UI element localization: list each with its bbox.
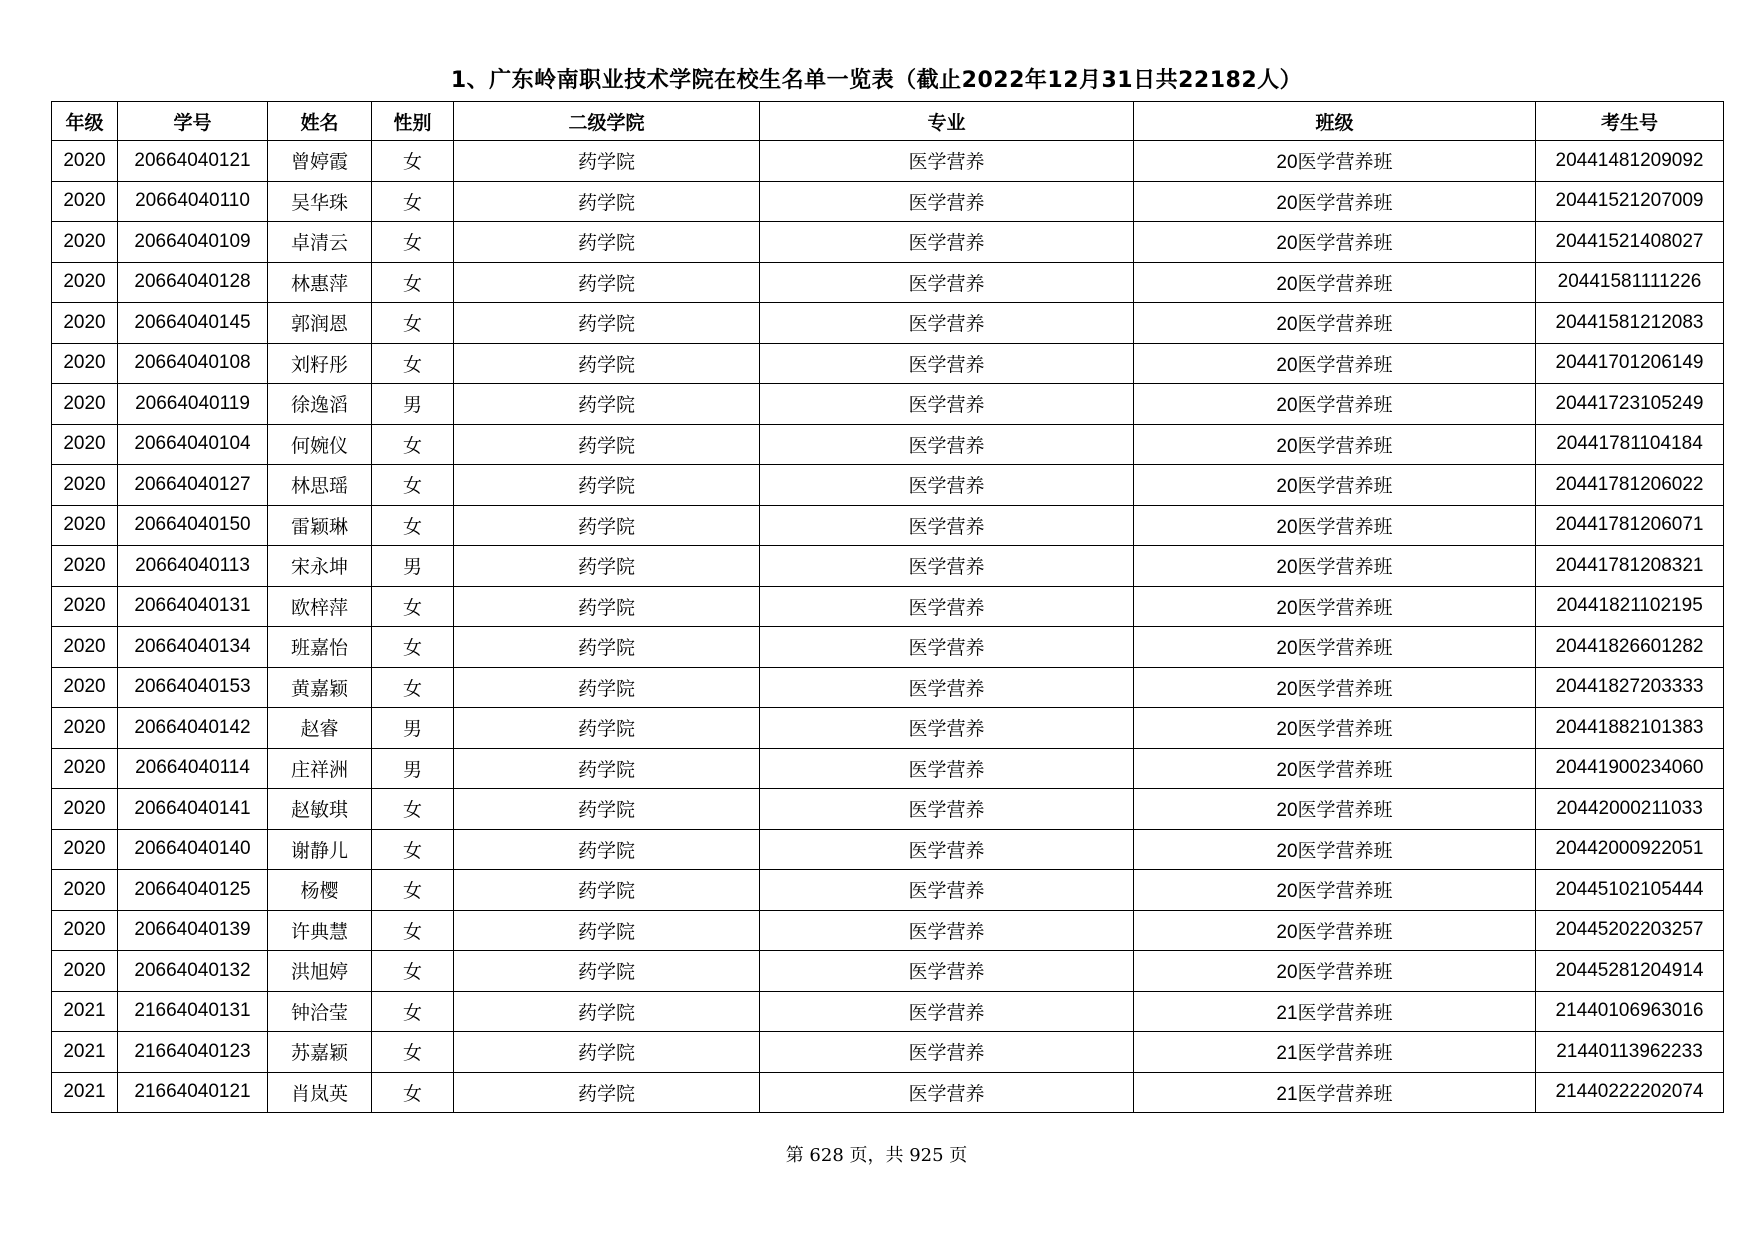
- cell-grade: 2020: [52, 141, 118, 182]
- cell-exam-number: 20441521207009: [1536, 181, 1724, 222]
- cell-exam-number: 20441826601282: [1536, 627, 1724, 668]
- cell-gender: 女: [372, 1032, 454, 1073]
- cell-grade: 2020: [52, 424, 118, 465]
- cell-major: 医学营养: [760, 1072, 1134, 1113]
- cell-exam-number: 20441723105249: [1536, 384, 1724, 425]
- cell-class: 20医学营养班: [1134, 505, 1536, 546]
- cell-name: 黄嘉颖: [268, 667, 372, 708]
- table-row: [52, 262, 1724, 303]
- cell-name: 雷颖琳: [268, 505, 372, 546]
- cell-college: 药学院: [454, 141, 760, 182]
- cell-class: 20医学营养班: [1134, 303, 1536, 344]
- cell-student-id: 20664040128: [118, 262, 268, 303]
- cell-name: 谢静儿: [268, 829, 372, 870]
- cell-class: 20医学营养班: [1134, 465, 1536, 506]
- cell-major: 医学营养: [760, 627, 1134, 668]
- cell-grade: 2020: [52, 748, 118, 789]
- cell-grade: 2020: [52, 546, 118, 587]
- cell-name: 郭润恩: [268, 303, 372, 344]
- cell-college: 药学院: [454, 667, 760, 708]
- table-row: [52, 424, 1724, 465]
- cell-major: 医学营养: [760, 748, 1134, 789]
- table-body: [52, 141, 1724, 1113]
- table-row: [52, 708, 1724, 749]
- cell-name: 何婉仪: [268, 424, 372, 465]
- cell-college: 药学院: [454, 262, 760, 303]
- cell-exam-number: 21440106963016: [1536, 991, 1724, 1032]
- page-title: 1、广东岭南职业技术学院在校生名单一览表（截止2022年12月31日共22182人）: [450, 68, 1303, 93]
- cell-student-id: 20664040142: [118, 708, 268, 749]
- cell-gender: 女: [372, 343, 454, 384]
- cell-exam-number: 20445281204914: [1536, 951, 1724, 992]
- cell-student-id: 20664040113: [118, 546, 268, 587]
- cell-class: 20医学营养班: [1134, 141, 1536, 182]
- table-row: [52, 829, 1724, 870]
- cell-exam-number: 20442000211033: [1536, 789, 1724, 830]
- table-row: [52, 748, 1724, 789]
- cell-student-id: 20664040110: [118, 181, 268, 222]
- cell-grade: 2020: [52, 627, 118, 668]
- cell-name: 林思瑶: [268, 465, 372, 506]
- cell-major: 医学营养: [760, 951, 1134, 992]
- cell-name: 曾婷霞: [268, 141, 372, 182]
- cell-major: 医学营养: [760, 546, 1134, 587]
- column-header-grade: 年级: [52, 102, 118, 141]
- cell-student-id: 20664040119: [118, 384, 268, 425]
- cell-student-id: 20664040139: [118, 910, 268, 951]
- cell-college: 药学院: [454, 910, 760, 951]
- cell-gender: 女: [372, 829, 454, 870]
- cell-exam-number: 20445102105444: [1536, 870, 1724, 911]
- cell-college: 药学院: [454, 303, 760, 344]
- cell-exam-number: 20441481209092: [1536, 141, 1724, 182]
- cell-student-id: 20664040140: [118, 829, 268, 870]
- cell-college: 药学院: [454, 789, 760, 830]
- cell-college: 药学院: [454, 586, 760, 627]
- cell-grade: 2020: [52, 667, 118, 708]
- cell-student-id: 20664040121: [118, 141, 268, 182]
- table-row: [52, 951, 1724, 992]
- cell-gender: 女: [372, 181, 454, 222]
- cell-grade: 2020: [52, 181, 118, 222]
- cell-class: 20医学营养班: [1134, 829, 1536, 870]
- cell-name: 赵敏琪: [268, 789, 372, 830]
- cell-major: 医学营养: [760, 1032, 1134, 1073]
- cell-class: 21医学营养班: [1134, 1032, 1536, 1073]
- cell-exam-number: 20441900234060: [1536, 748, 1724, 789]
- cell-student-id: 20664040109: [118, 222, 268, 263]
- cell-college: 药学院: [454, 181, 760, 222]
- cell-exam-number: 20441521408027: [1536, 222, 1724, 263]
- cell-exam-number: 20441827203333: [1536, 667, 1724, 708]
- cell-gender: 男: [372, 384, 454, 425]
- cell-name: 许典慧: [268, 910, 372, 951]
- cell-exam-number: 20441581111226: [1536, 262, 1724, 303]
- cell-exam-number: 20441701206149: [1536, 343, 1724, 384]
- cell-class: 20医学营养班: [1134, 667, 1536, 708]
- cell-student-id: 20664040153: [118, 667, 268, 708]
- cell-college: 药学院: [454, 870, 760, 911]
- cell-college: 药学院: [454, 951, 760, 992]
- cell-major: 医学营养: [760, 384, 1134, 425]
- cell-major: 医学营养: [760, 708, 1134, 749]
- cell-name: 林惠萍: [268, 262, 372, 303]
- cell-college: 药学院: [454, 627, 760, 668]
- cell-gender: 女: [372, 789, 454, 830]
- cell-major: 医学营养: [760, 991, 1134, 1032]
- cell-student-id: 20664040127: [118, 465, 268, 506]
- cell-college: 药学院: [454, 384, 760, 425]
- cell-class: 20医学营养班: [1134, 627, 1536, 668]
- cell-name: 庄祥洲: [268, 748, 372, 789]
- column-header-major: 专业: [760, 102, 1134, 141]
- cell-class: 20医学营养班: [1134, 708, 1536, 749]
- table-row: [52, 870, 1724, 911]
- cell-exam-number: 20445202203257: [1536, 910, 1724, 951]
- cell-college: 药学院: [454, 991, 760, 1032]
- cell-grade: 2021: [52, 1032, 118, 1073]
- cell-name: 肖岚英: [268, 1072, 372, 1113]
- cell-name: 赵睿: [268, 708, 372, 749]
- cell-class: 21医学营养班: [1134, 1072, 1536, 1113]
- cell-major: 医学营养: [760, 870, 1134, 911]
- table-row: [52, 343, 1724, 384]
- cell-gender: 女: [372, 667, 454, 708]
- table-row: [52, 910, 1724, 951]
- cell-gender: 女: [372, 586, 454, 627]
- cell-gender: 女: [372, 505, 454, 546]
- cell-class: 21医学营养班: [1134, 991, 1536, 1032]
- table-row: [52, 384, 1724, 425]
- cell-student-id: 20664040134: [118, 627, 268, 668]
- cell-gender: 女: [372, 141, 454, 182]
- cell-name: 宋永坤: [268, 546, 372, 587]
- cell-student-id: 20664040150: [118, 505, 268, 546]
- cell-major: 医学营养: [760, 789, 1134, 830]
- cell-student-id: 21664040131: [118, 991, 268, 1032]
- cell-exam-number: 20441781104184: [1536, 424, 1724, 465]
- cell-grade: 2020: [52, 303, 118, 344]
- cell-class: 20医学营养班: [1134, 910, 1536, 951]
- cell-name: 徐逸滔: [268, 384, 372, 425]
- cell-exam-number: 20441882101383: [1536, 708, 1724, 749]
- cell-grade: 2020: [52, 910, 118, 951]
- table-row: [52, 667, 1724, 708]
- cell-grade: 2020: [52, 222, 118, 263]
- table-row: [52, 141, 1724, 182]
- cell-exam-number: 20441781206022: [1536, 465, 1724, 506]
- cell-name: 钟洽莹: [268, 991, 372, 1032]
- cell-name: 杨樱: [268, 870, 372, 911]
- cell-exam-number: 20441781206071: [1536, 505, 1724, 546]
- table-row: [52, 586, 1724, 627]
- table-row: [52, 789, 1724, 830]
- cell-grade: 2020: [52, 951, 118, 992]
- cell-name: 卓清云: [268, 222, 372, 263]
- cell-gender: 男: [372, 546, 454, 587]
- cell-class: 20医学营养班: [1134, 870, 1536, 911]
- cell-name: 吴华珠: [268, 181, 372, 222]
- cell-class: 20医学营养班: [1134, 384, 1536, 425]
- cell-class: 20医学营养班: [1134, 789, 1536, 830]
- cell-class: 20医学营养班: [1134, 546, 1536, 587]
- cell-major: 医学营养: [760, 343, 1134, 384]
- cell-exam-number: 20441821102195: [1536, 586, 1724, 627]
- cell-exam-number: 20442000922051: [1536, 829, 1724, 870]
- cell-name: 刘籽彤: [268, 343, 372, 384]
- cell-grade: 2021: [52, 1072, 118, 1113]
- cell-college: 药学院: [454, 222, 760, 263]
- cell-grade: 2020: [52, 465, 118, 506]
- cell-gender: 女: [372, 424, 454, 465]
- cell-gender: 女: [372, 627, 454, 668]
- cell-major: 医学营养: [760, 586, 1134, 627]
- cell-grade: 2020: [52, 505, 118, 546]
- cell-major: 医学营养: [760, 303, 1134, 344]
- cell-class: 20医学营养班: [1134, 586, 1536, 627]
- cell-gender: 女: [372, 303, 454, 344]
- cell-student-id: 20664040132: [118, 951, 268, 992]
- cell-student-id: 20664040141: [118, 789, 268, 830]
- cell-class: 20医学营养班: [1134, 748, 1536, 789]
- table-row: [52, 991, 1724, 1032]
- cell-student-id: 20664040104: [118, 424, 268, 465]
- column-header-gender: 性别: [372, 102, 454, 141]
- cell-gender: 女: [372, 910, 454, 951]
- cell-gender: 男: [372, 708, 454, 749]
- cell-exam-number: 20441781208321: [1536, 546, 1724, 587]
- cell-college: 药学院: [454, 424, 760, 465]
- page-number-footer: 第 628 页，共 925 页: [785, 1145, 968, 1166]
- cell-college: 药学院: [454, 546, 760, 587]
- cell-gender: 女: [372, 1072, 454, 1113]
- table-row: [52, 505, 1724, 546]
- cell-class: 20医学营养班: [1134, 222, 1536, 263]
- cell-gender: 女: [372, 222, 454, 263]
- cell-college: 药学院: [454, 343, 760, 384]
- cell-grade: 2020: [52, 384, 118, 425]
- column-header-exam-number: 考生号: [1536, 102, 1724, 141]
- cell-major: 医学营养: [760, 465, 1134, 506]
- cell-student-id: 21664040123: [118, 1032, 268, 1073]
- cell-grade: 2020: [52, 343, 118, 384]
- cell-major: 医学营养: [760, 262, 1134, 303]
- cell-student-id: 20664040131: [118, 586, 268, 627]
- cell-college: 药学院: [454, 1072, 760, 1113]
- cell-college: 药学院: [454, 1032, 760, 1073]
- cell-gender: 男: [372, 748, 454, 789]
- column-header-name: 姓名: [268, 102, 372, 141]
- cell-college: 药学院: [454, 465, 760, 506]
- cell-major: 医学营养: [760, 222, 1134, 263]
- table-row: [52, 1032, 1724, 1073]
- cell-grade: 2020: [52, 829, 118, 870]
- cell-class: 20医学营养班: [1134, 951, 1536, 992]
- cell-student-id: 20664040114: [118, 748, 268, 789]
- cell-college: 药学院: [454, 829, 760, 870]
- column-header-college: 二级学院: [454, 102, 760, 141]
- cell-student-id: 21664040121: [118, 1072, 268, 1113]
- cell-student-id: 20664040125: [118, 870, 268, 911]
- cell-major: 医学营养: [760, 424, 1134, 465]
- table-row: [52, 181, 1724, 222]
- cell-grade: 2021: [52, 991, 118, 1032]
- table-row: [52, 303, 1724, 344]
- cell-gender: 女: [372, 951, 454, 992]
- cell-grade: 2020: [52, 262, 118, 303]
- cell-class: 20医学营养班: [1134, 181, 1536, 222]
- cell-gender: 女: [372, 465, 454, 506]
- cell-grade: 2020: [52, 870, 118, 911]
- cell-grade: 2020: [52, 586, 118, 627]
- table-row: [52, 546, 1724, 587]
- cell-major: 医学营养: [760, 181, 1134, 222]
- column-header-student-id: 学号: [118, 102, 268, 141]
- cell-major: 医学营养: [760, 829, 1134, 870]
- cell-class: 20医学营养班: [1134, 262, 1536, 303]
- cell-major: 医学营养: [760, 667, 1134, 708]
- cell-gender: 女: [372, 870, 454, 911]
- cell-grade: 2020: [52, 708, 118, 749]
- table-row: [52, 222, 1724, 263]
- cell-exam-number: 21440222202074: [1536, 1072, 1724, 1113]
- cell-name: 班嘉怡: [268, 627, 372, 668]
- cell-college: 药学院: [454, 708, 760, 749]
- table-row: [52, 465, 1724, 506]
- cell-major: 医学营养: [760, 910, 1134, 951]
- cell-grade: 2020: [52, 789, 118, 830]
- cell-college: 药学院: [454, 505, 760, 546]
- cell-major: 医学营养: [760, 141, 1134, 182]
- column-header-class: 班级: [1134, 102, 1536, 141]
- cell-name: 欧梓萍: [268, 586, 372, 627]
- cell-class: 20医学营养班: [1134, 343, 1536, 384]
- table-row: [52, 1072, 1724, 1113]
- student-roster-table: [51, 101, 1724, 1113]
- cell-student-id: 20664040108: [118, 343, 268, 384]
- cell-major: 医学营养: [760, 505, 1134, 546]
- cell-student-id: 20664040145: [118, 303, 268, 344]
- table-header-row: [52, 102, 1724, 141]
- cell-gender: 女: [372, 262, 454, 303]
- cell-college: 药学院: [454, 748, 760, 789]
- table-row: [52, 627, 1724, 668]
- cell-exam-number: 21440113962233: [1536, 1032, 1724, 1073]
- cell-exam-number: 20441581212083: [1536, 303, 1724, 344]
- cell-name: 苏嘉颖: [268, 1032, 372, 1073]
- cell-gender: 女: [372, 991, 454, 1032]
- cell-name: 洪旭婷: [268, 951, 372, 992]
- cell-class: 20医学营养班: [1134, 424, 1536, 465]
